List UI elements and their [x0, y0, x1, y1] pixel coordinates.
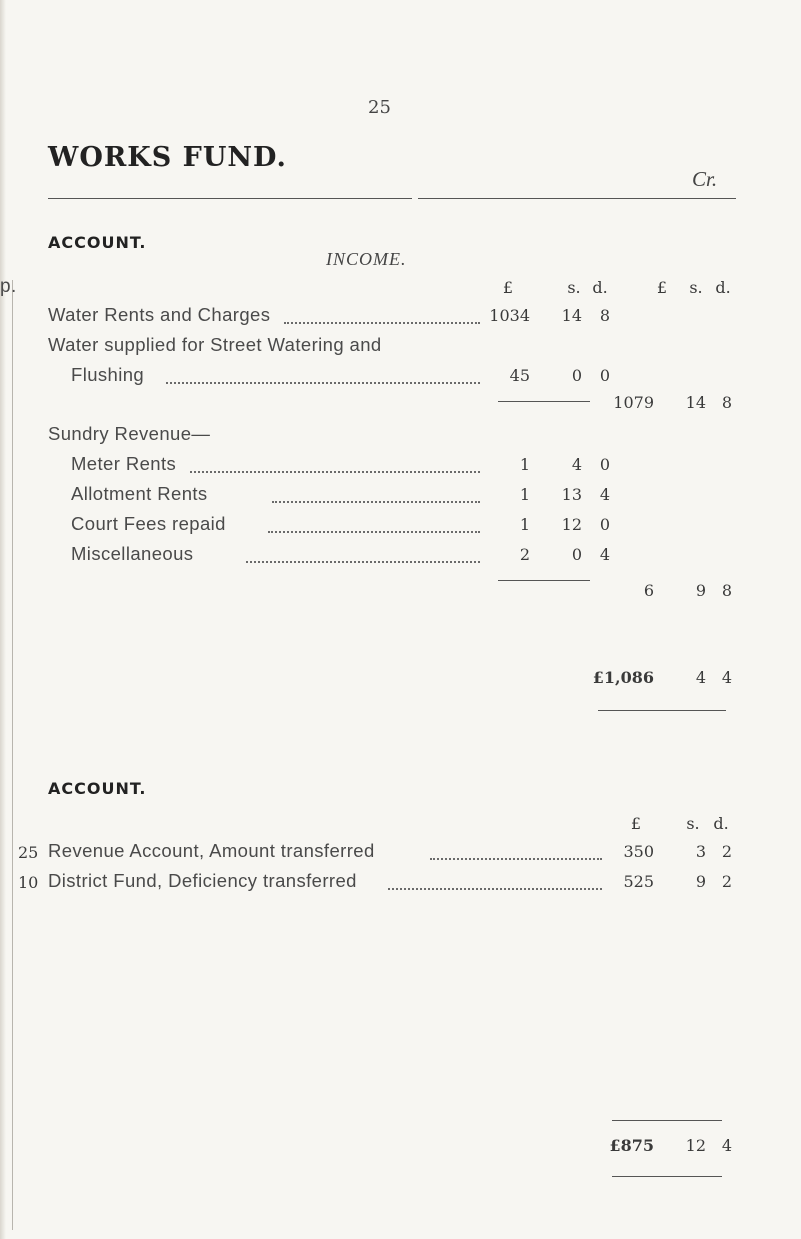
row-pence: 2 — [721, 842, 732, 861]
row-shillings: 0 — [571, 366, 582, 385]
subtotal-pounds: 6 — [643, 581, 654, 600]
col-header-pence: d. — [592, 278, 608, 297]
subtotal-rule — [498, 580, 590, 581]
header-rule-right — [418, 198, 736, 199]
total-rule-top — [612, 1120, 722, 1121]
col-header-pounds: £ — [502, 278, 514, 297]
row-pounds: 1 — [519, 515, 530, 534]
col-header-pounds-2: £ — [656, 278, 668, 297]
page-number: 25 — [368, 97, 391, 118]
row-label: Water Rents and Charges — [48, 304, 271, 325]
row-pounds: 2 — [519, 545, 530, 564]
total-rule-bottom — [612, 1176, 722, 1177]
row-pence: 0 — [599, 515, 610, 534]
credit-label: Cr. — [692, 167, 718, 191]
subtotal-pence: 8 — [721, 581, 732, 600]
row-label-line2: Flushing — [71, 364, 145, 385]
row-shillings: 4 — [571, 455, 582, 474]
subtotal-pounds: 1079 — [613, 393, 654, 412]
leader-dots — [388, 888, 602, 890]
leader-dots — [166, 382, 480, 384]
col-header-pence: d. — [713, 814, 729, 833]
section-subheading: INCOME. — [326, 249, 407, 269]
row-label: District Fund, Deficiency transferred — [48, 870, 357, 891]
row-shillings: 3 — [695, 842, 706, 861]
row-pounds: 45 — [509, 366, 530, 385]
row-ref: 25 — [18, 843, 39, 862]
row-pence: 4 — [599, 485, 610, 504]
row-shillings: 12 — [561, 515, 582, 534]
row-label: Revenue Account, Amount transferred — [48, 840, 375, 861]
row-pounds: 525 — [623, 872, 654, 891]
leader-dots — [430, 858, 602, 860]
row-label: Allotment Rents — [71, 483, 208, 504]
row-label: Court Fees repaid — [71, 513, 226, 534]
col-header-pounds: £ — [630, 814, 642, 833]
page-title: WORKS FUND. — [48, 142, 287, 173]
row-pence: 8 — [599, 306, 610, 325]
row-label: Meter Rents — [71, 453, 177, 474]
leader-dots — [268, 531, 480, 533]
row-pence: 0 — [599, 455, 610, 474]
page-binding-edge — [0, 0, 6, 1239]
col-header-shillings: s. — [686, 814, 700, 833]
row-ref: 10 — [18, 873, 39, 892]
total-shillings: 4 — [695, 668, 706, 687]
row-shillings: 9 — [695, 872, 706, 891]
binding-line — [12, 280, 13, 1230]
leader-dots — [272, 501, 480, 503]
row-label-line1: Water supplied for Street Watering and — [48, 334, 382, 355]
total-pence: 4 — [721, 668, 732, 687]
row-pounds: 1 — [519, 485, 530, 504]
subtotal-shillings: 9 — [695, 581, 706, 600]
leader-dots — [284, 322, 480, 324]
row-shillings: 14 — [561, 306, 582, 325]
sundry-heading: Sundry Revenue— — [48, 423, 211, 444]
total-pence: 4 — [721, 1136, 732, 1155]
row-shillings: 0 — [571, 545, 582, 564]
leader-dots — [246, 561, 480, 563]
total-pounds: £1,086 — [592, 668, 654, 687]
row-pounds: 1034 — [489, 306, 530, 325]
subtotal-pence: 8 — [721, 393, 732, 412]
row-pence: 2 — [721, 872, 732, 891]
leader-dots — [190, 471, 480, 473]
row-pounds: 1 — [519, 455, 530, 474]
row-shillings: 13 — [561, 485, 582, 504]
row-pence: 4 — [599, 545, 610, 564]
section-heading: ACCOUNT. — [48, 233, 147, 252]
total-shillings: 12 — [685, 1136, 706, 1155]
row-pounds: 350 — [623, 842, 654, 861]
subtotal-shillings: 14 — [685, 393, 706, 412]
total-pounds: £875 — [609, 1136, 654, 1155]
section-heading: ACCOUNT. — [48, 779, 147, 798]
header-rule-left — [48, 198, 412, 199]
col-header-pence-2: d. — [715, 278, 731, 297]
col-header-shillings: s. — [567, 278, 581, 297]
row-pence: 0 — [599, 366, 610, 385]
col-header-shillings-2: s. — [689, 278, 703, 297]
total-rule — [598, 710, 726, 711]
row-label: Miscellaneous — [71, 543, 194, 564]
subtotal-rule — [498, 401, 590, 402]
margin-label: p. — [0, 276, 17, 297]
